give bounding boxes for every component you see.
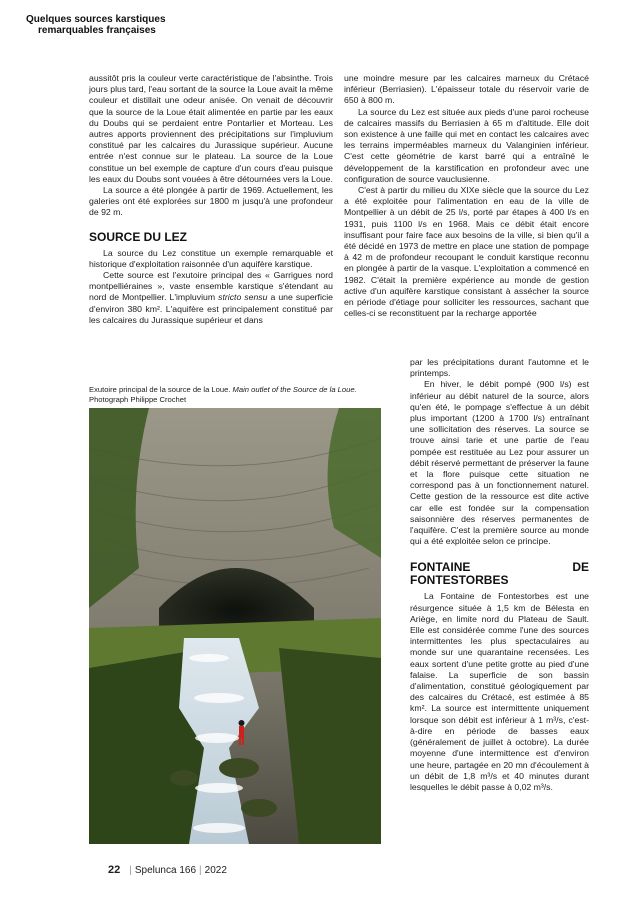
- left-column: [89, 73, 333, 326]
- running-head: [26, 14, 226, 36]
- right-column-bottom: [410, 357, 589, 793]
- paragraph: La Fontaine de Fontestorbes est une résurgence située à 1,5 km de Bélesta en Ariège, en limite nord du Plateau de Sault. Elle est considérée comme l'une des sources intermittentes les plus spectaculaires au monde sur une quarantaine recensées. Les eaux sortent d'une petite grotte au pied d'une falaise. La superficie de son bassin d'alimentation, constitué géologiquement par des calcaires du Crétacé, est estimée à 85 km². La source est intermittente uniquement lorsque son débit est inférieur à 1 m³/s, c'est-à-dire en période de basses eaux (généralement de juillet à octobre). La durée moyenne d'une intermittence est d'environ une heure, partagée en 20 mn d'écoulement à un débit de 1,8 m³/s et 40 minutes durant lesquelles le débit passe à 0,02 m³/s.: [410, 591, 589, 792]
- paragraph: En hiver, le débit pompé (900 l/s) est inférieur au débit naturel de la source, alors qu'en été, le pompage s'effectue à un débit plus important (1200 à 1700 l/s) entraînant une sollicitation des réserves. La source se trouve ainsi tarie et une partie de l'eau pompée est restituée au Lez pour assurer un débit réservé permettant de préserver la faune et la flore puisque cette situation ne correspond pas à un fonctionnement naturel. Cette gestion de la ressource est dite active car elle est fondée sur la compensation saisonnière des réserves permanentes de l'aquifère. C'est la première source au monde qui a été exploitée selon ce principe.: [410, 379, 589, 547]
- caption-credit: Photograph Philippe Crochet: [89, 394, 187, 404]
- paragraph: La source a été plongée à partir de 1969. Actuellement, les galeries ont été explorées sur 1800 m jusqu'à une profondeur de 92 m.: [89, 185, 333, 218]
- paragraph: par les précipitations durant l'automne et le printemps.: [410, 357, 589, 379]
- magazine-name: Spelunca 166: [134, 865, 197, 876]
- page-number: 22: [108, 864, 121, 876]
- caption-french: Exutoire principal de la source de la Loue.: [89, 385, 231, 394]
- paragraph: La source du Lez constitue un exemple remarquable et historique d'exploitation raisonnée d'un aquifère karstique.: [89, 247, 333, 269]
- photo-caption: [89, 385, 389, 404]
- right-column-top: [344, 73, 589, 319]
- running-head-line1: Quelques sources karstiques: [26, 14, 166, 25]
- text-run: Cette source est l'exutoire principal des « Garrigues nord montpelliéraines », vaste ensemble karstique s'étendant au nord de Montpellier. L'impluvium: [89, 270, 333, 303]
- paragraph: La source du Lez est située aux pieds d'une paroi rocheuse de calcaires massifs du Berriasien à 65 m d'altitude. Elle doit son existence à une faille qui met en contact les calcaires avec les terrains imperméables marneux du Valanginien inférieur. C'est cette géométrie de karst barré qui a entraîné le développement de la karstification en profondeur avec une configuration de source vauclusienne.: [344, 106, 589, 184]
- section-heading-fontaine-de-fontestorbes: FONTAINE DE FONTESTORBES: [410, 560, 589, 588]
- photo-source-de-la-loue: [89, 408, 381, 844]
- running-head-line2: remarquables françaises: [38, 25, 156, 36]
- paragraph: une moindre mesure par les calcaires marneux du Crétacé inférieur (Berriasien). L'épaisseur totale du réservoir varie de 650 à 800 m.: [344, 73, 589, 106]
- caption-english: Main outlet of the Source de la Loue.: [232, 385, 357, 394]
- paragraph: [89, 270, 333, 326]
- text-run-italic: stricto sensu: [218, 292, 268, 303]
- text-run: a une superficie d'environ 380 km². L'aquifère est principalement constitué par les calcaires du Jurassique supérieur et dans: [89, 292, 333, 325]
- section-heading-source-du-lez: SOURCE DU LEZ: [89, 229, 188, 244]
- paragraph: aussitôt pris la couleur verte caractéristique de l'absinthe. Trois jours plus tard, l'eau sortant de la source la Loue avait la même couleur et distillait une odeur anisée. On venait de découvrir que la source de la Loue était alimentée en partie par les eaux du Doubs qui se perdaient entre Pontarlier et Morteau. Les autres apports proviennent des précipitations sur l'impluvium constitué par les calcaires du Jurassique supérieur. Aucune entrée n'est connue sur le plateau. La source de la Loue constitue un bel exemple de capture d'un cours d'eau puisque les eaux du Doubs sont vouées à être détournées vers la Loue.: [89, 73, 333, 184]
- paragraph: C'est à partir du milieu du XIXe siècle que la source du Lez a été exploitée pour l'alimentation en eau de la ville de Montpellier à un débit de 25 l/s, porté par étapes à 400 l/s en 1931, puis 1100 l/s en 1968. Mais ce débit était encore insuffisant pour faire face aux besoins de la ville, si bien qu'il a été décidé en 1973 de mettre en place une station de pompage à 42 m de profondeur recoupant le conduit karstique reconnu en plongée à partir de la vasque. L'exploitation a commencé en 1982. C'était la première expérience au monde de gestion active d'un aquifère karstique consistant à assécher la source en période d'étiage pour solliciter les ressources, sachant que celles-ci se reconstituent par la recharge apportée: [344, 185, 589, 319]
- page-footer: 22 | Spelunca 166 | 2022: [108, 864, 227, 876]
- publication-year: 2022: [204, 865, 227, 876]
- photo-illustration: [89, 408, 381, 844]
